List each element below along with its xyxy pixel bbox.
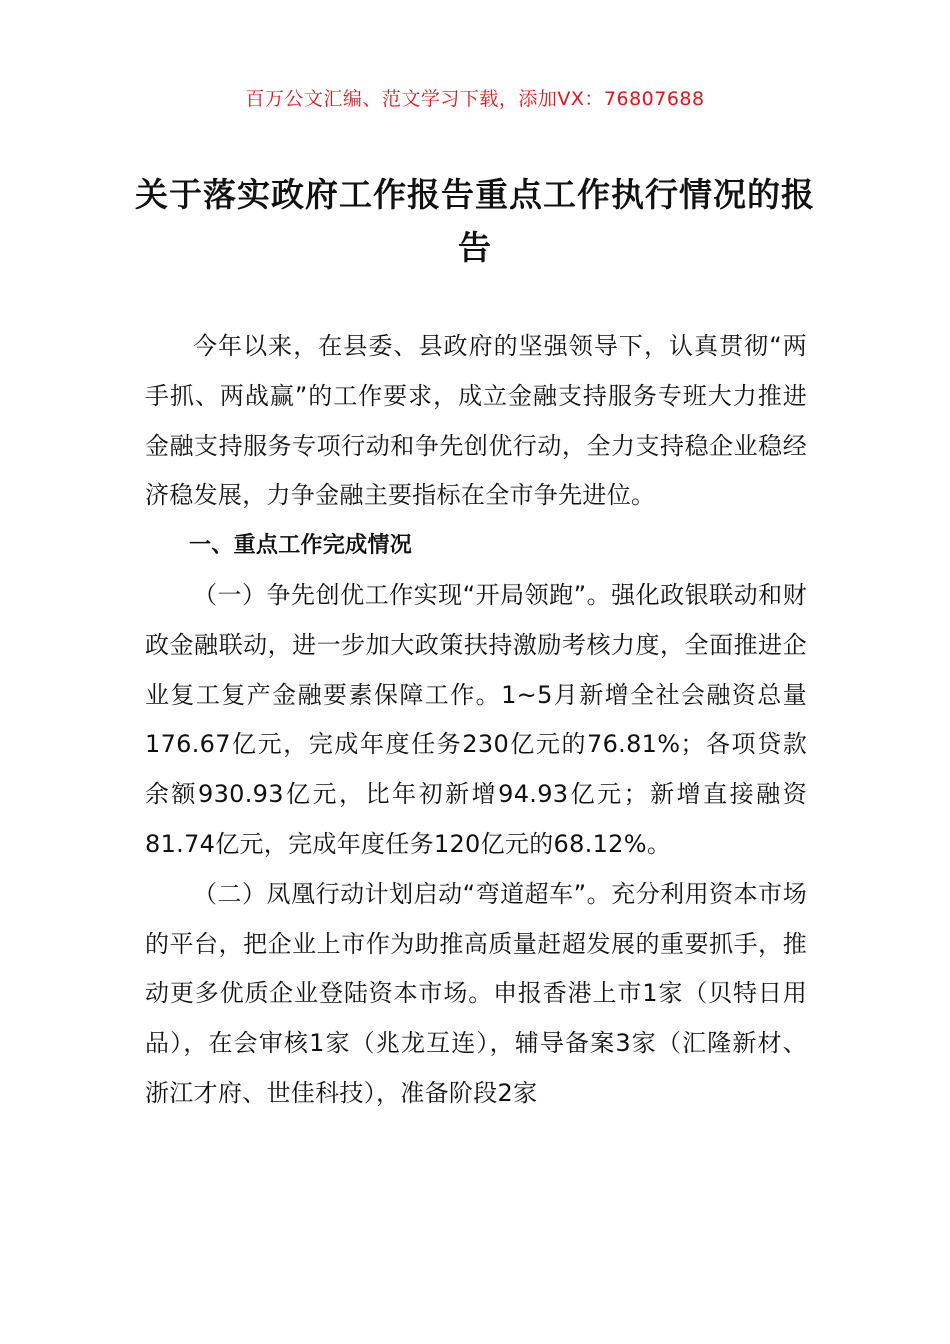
section-heading: 一、重点工作完成情况 [189, 533, 413, 559]
item-paragraph-1: （一）争先创优工作实现“开局领跑”。强化政银联动和财政金融联动，进一步加大政策扶持激励考核力度，全面推进企业复工复产金融要素保障工作。1~5月新增全社会融资总量176.67亿元，完成年度任务230亿元的76.81%；各项贷款余额930.93亿元，比年初新增94.93亿元；新增直接融资81.74亿元，完成年度任务120亿元的68.12%。 [145, 580, 807, 858]
item-paragraph-2: （二）凤凰行动计划启动“弯道超车”。充分利用资本市场的平台，把企业上市作为助推高质量赶超发展的重要抓手，推动更多优质企业登陆资本市场。申报香港上市1家（贝特日用品），在会审核1家（兆龙互连），辅导备案3家（汇隆新材、浙江才府、世佳科技），准备阶段2家 [145, 879, 807, 1107]
intro-paragraph: 今年以来，在县委、县政府的坚强领导下，认真贯彻“两手抓、两战赢”的工作要求，成立金融支持服务专班大力推进金融支持服务专项行动和争先创优行动，全力支持稳企业稳经济稳发展，力争金融主要指标在全市争先进位。 [145, 332, 807, 510]
header-watermark-note: 百万公文汇编、范文学习下载，添加VX：76807688 [245, 88, 705, 110]
document-title: 关于落实政府工作报告重点工作执行情况的报告 [135, 175, 815, 267]
document-body [145, 322, 807, 1119]
